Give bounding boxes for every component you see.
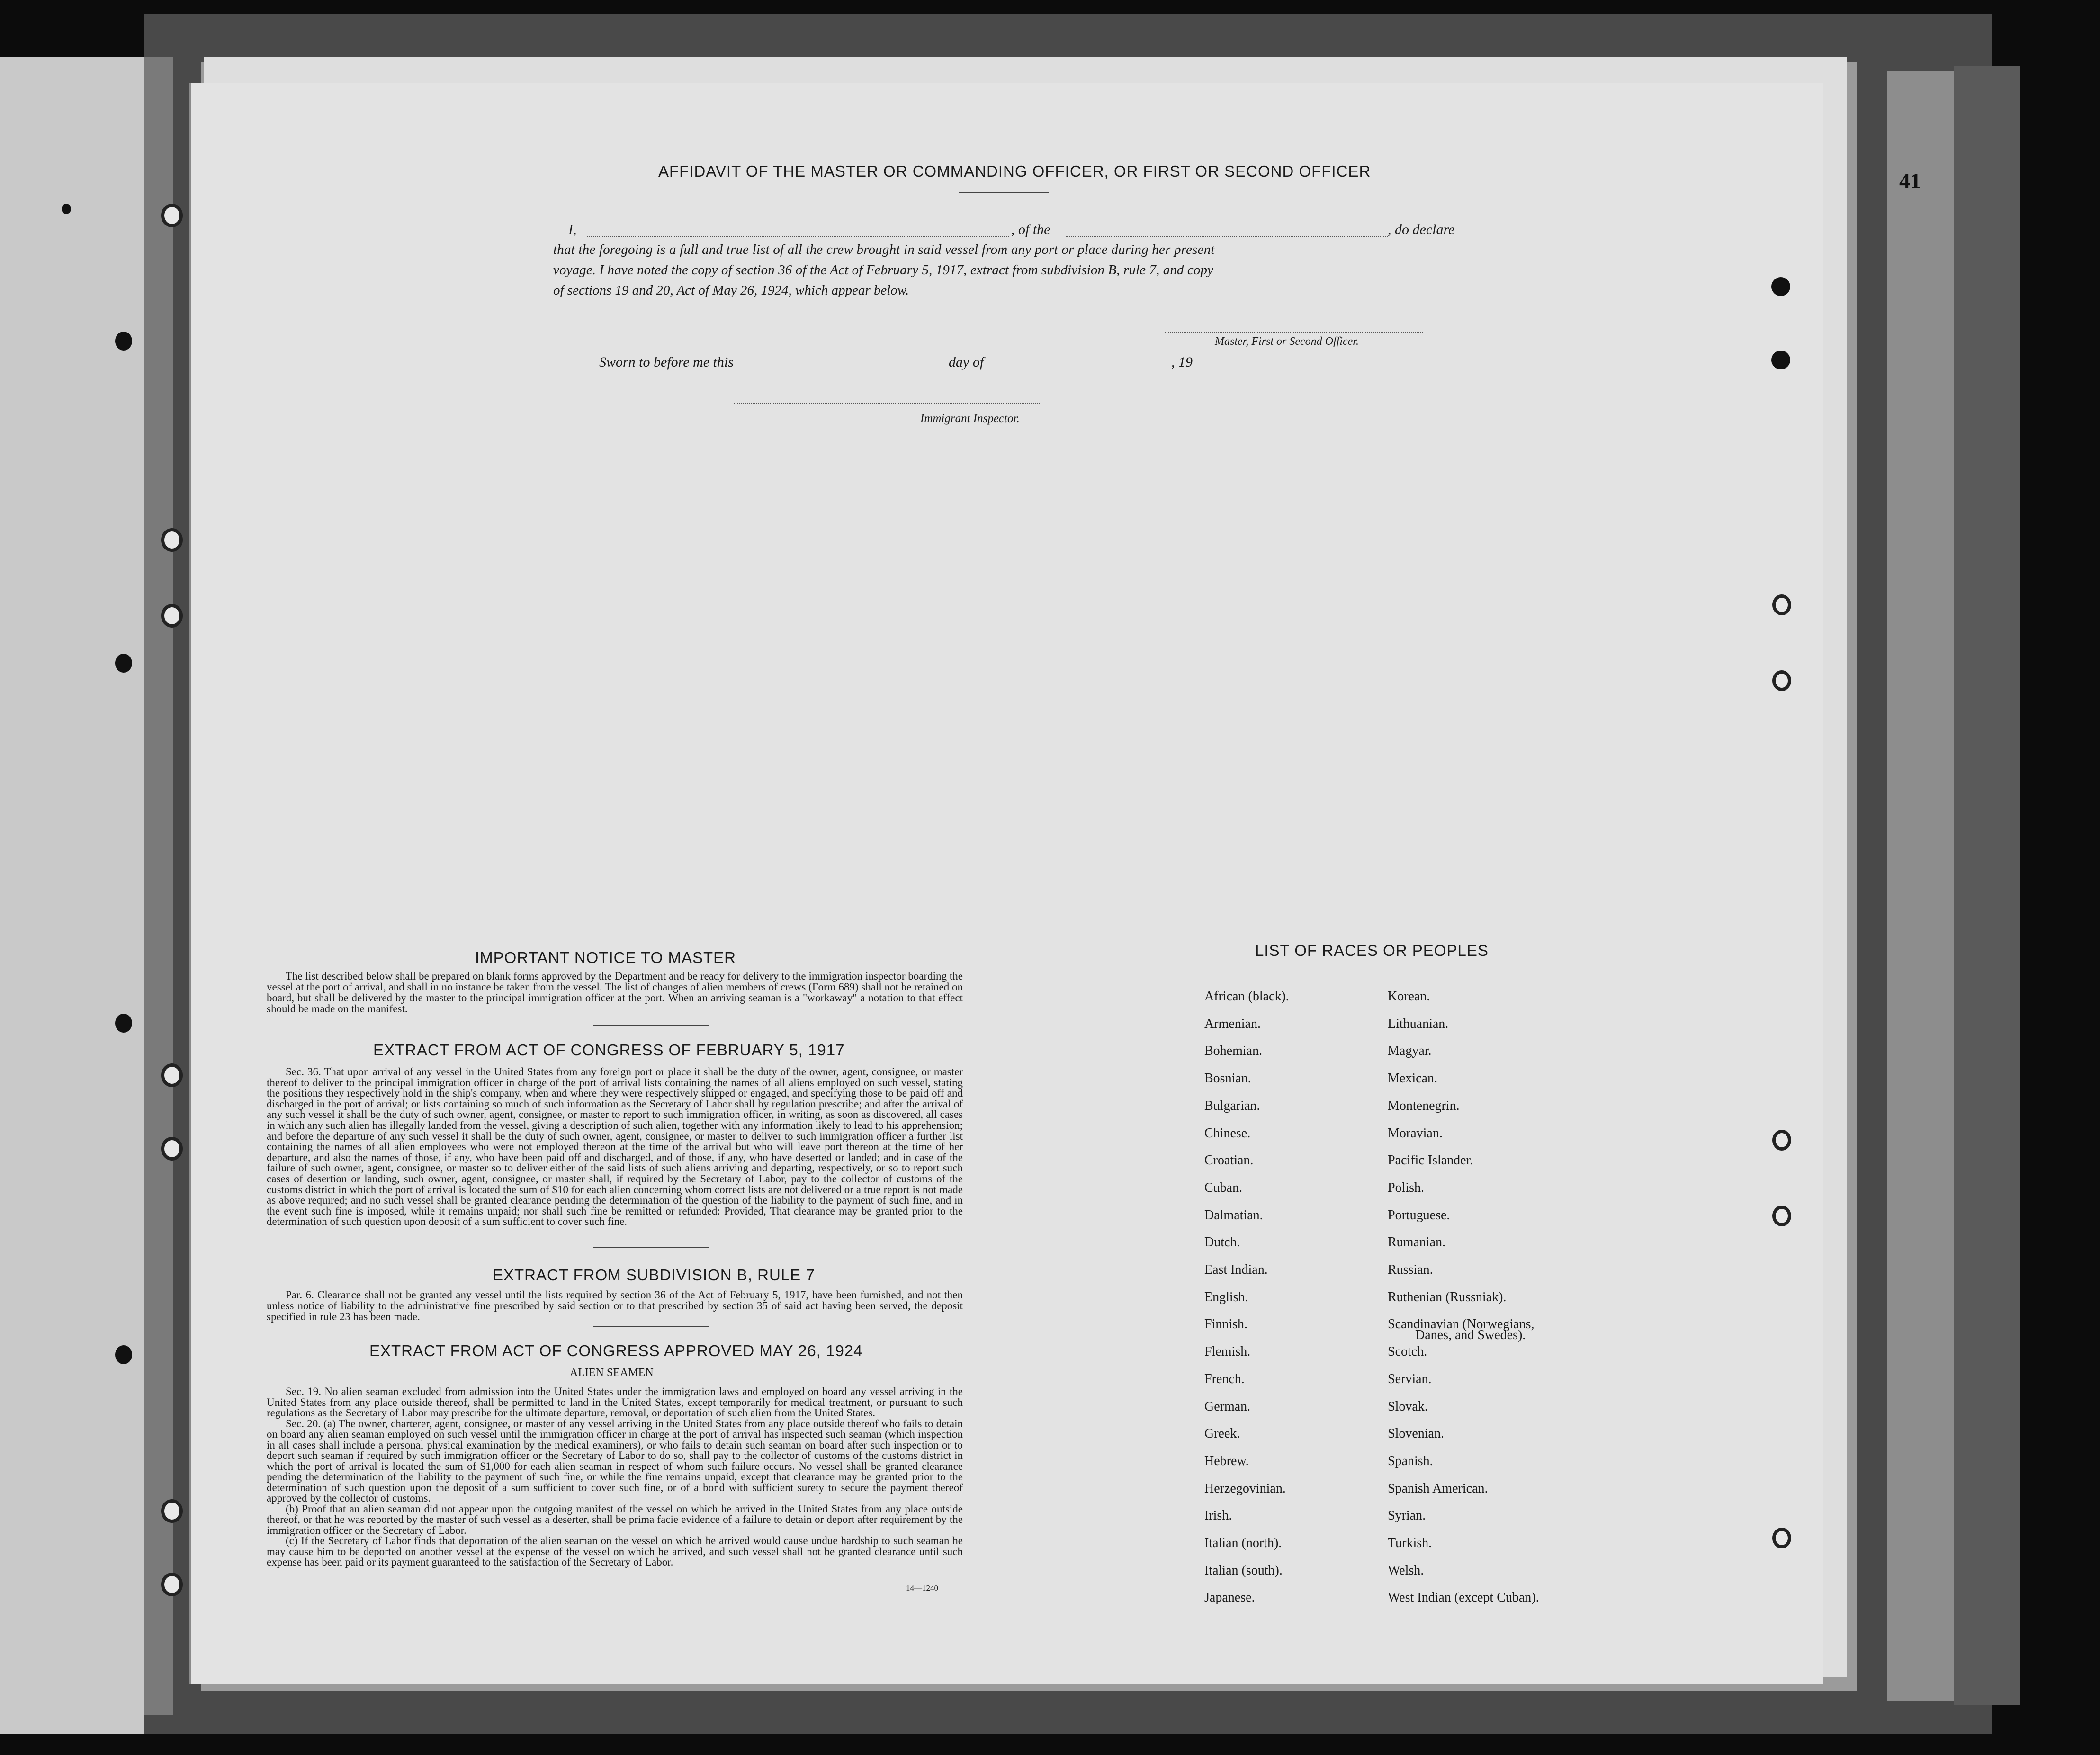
master-signature-line — [1165, 332, 1423, 333]
extract-1917-title: EXTRACT FROM ACT OF CONGRESS OF FEBRUARY 5, 1917 — [373, 1041, 845, 1059]
extract-rule7-text — [267, 1289, 963, 1322]
race-item: West Indian (except Cuban). — [1388, 1590, 1539, 1605]
race-item: Portuguese. — [1388, 1208, 1450, 1223]
sworn-prefix: Sworn to before me this — [599, 354, 734, 370]
affidavit-line1-prefix: I, — [568, 222, 577, 237]
notice-paragraph: The list described below shall be prepared on blank forms approved by the Department and be ready for delivery to the immigration inspector boarding the vessel at the port of arrival, and shall in no instance be taken from the vessel. The list of changes of alien members of crews (Form 689) shall not be retained on board, but shall be delivered by the master to the principal immigration officer at the port. When an arriving seaman is a "workaway" a notation to that effect should be made on the manifest. — [267, 970, 963, 1015]
race-item: German. — [1204, 1399, 1251, 1414]
extract-rule7-rule — [593, 1326, 709, 1327]
binder-left-edge — [0, 57, 144, 1734]
race-item: Syrian. — [1388, 1508, 1426, 1523]
right-binder-edge — [1954, 66, 2020, 1705]
affidavit-line1-end: , do declare — [1388, 222, 1455, 237]
race-item: Rumanian. — [1388, 1235, 1446, 1250]
extract-rule7-title: EXTRACT FROM SUBDIVISION B, RULE 7 — [493, 1266, 815, 1284]
section-20c-paragraph: (c) If the Secretary of Labor finds that deportation of the alien seaman on the vessel on which he arrived would cause undue hardship to such seaman he may cause him to be deported on another vessel at the expense of the vessel on which he arrived, and such vessel shall not be granted clearance until such expense has been paid or its payment guaranteed to the satisfaction of the Secretary of Labor. — [267, 1535, 963, 1568]
binder-ring-hole — [1772, 594, 1791, 615]
race-item: African (black). — [1204, 989, 1289, 1004]
race-item-scandinavian-cont: Danes, and Swedes). — [1415, 1328, 1526, 1342]
frame-number: 41 — [1899, 169, 1921, 193]
sworn-year: , 19 — [1171, 354, 1193, 370]
race-item: Armenian. — [1204, 1017, 1261, 1031]
race-item: Herzegovinian. — [1204, 1481, 1286, 1496]
master-signature-label: Master, First or Second Officer. — [1215, 335, 1359, 348]
section-20b-paragraph: (b) Proof that an alien seaman did not appear upon the outgoing manifest of the vessel on which he arrived in the United States from any place outside thereof, or that he was reported by the master of such vessel as a deserter, shall be prima facie evidence of a failure to detain or deport after requirement by the immigration officer or the Secretary of Labor. — [267, 1503, 963, 1536]
notice-title: IMPORTANT NOTICE TO MASTER — [475, 949, 736, 966]
affidavit-title-rule — [959, 192, 1049, 193]
race-item: Japanese. — [1204, 1590, 1255, 1605]
form-number: 14—1240 — [906, 1584, 938, 1593]
binder-left-strip — [144, 57, 173, 1715]
sworn-day-of: day of — [949, 354, 984, 370]
race-item: Slovak. — [1388, 1399, 1428, 1414]
race-item: Russian. — [1388, 1262, 1433, 1277]
binder-hole — [62, 204, 71, 214]
binder-ring-hole — [161, 1137, 183, 1161]
rule7-paragraph: Par. 6. Clearance shall not be granted any vessel until the lists required by section 36 of the Act of February 5, 1917, have been furnished, and not then unless notice of liability to the administrative fine prescribed by said section or to that prescribed by section 35 of said act having been served, the deposit specified in rule 23 has been made. — [267, 1289, 963, 1323]
binder-ring-hole — [161, 1063, 183, 1087]
affidavit-title: AFFIDAVIT OF THE MASTER OR COMMANDING OFFICER, OR FIRST OR SECOND OFFICER — [658, 162, 1371, 180]
race-item: Moravian. — [1388, 1126, 1443, 1141]
race-item: Lithuanian. — [1388, 1017, 1449, 1031]
race-item: Spanish. — [1388, 1454, 1433, 1468]
race-item: Mexican. — [1388, 1071, 1437, 1086]
binder-ring-hole — [161, 1573, 183, 1596]
binder-ring-hole — [1772, 670, 1791, 691]
race-item: French. — [1204, 1372, 1245, 1386]
declarant-name-line — [587, 236, 1009, 237]
extract-1924-title: EXTRACT FROM ACT OF CONGRESS APPROVED MAY 26, 1924 — [369, 1342, 863, 1359]
race-item: Cuban. — [1204, 1180, 1243, 1195]
race-item: Croatian. — [1204, 1153, 1254, 1168]
races-title: LIST OF RACES OR PEOPLES — [1255, 942, 1489, 959]
vessel-name-line — [1066, 236, 1388, 237]
binder-hole — [115, 1014, 132, 1033]
notice-text — [267, 971, 963, 1014]
inspector-label: Immigrant Inspector. — [920, 412, 1020, 425]
affidavit-line1-mid: , of the — [1011, 222, 1050, 237]
extract-1924-text — [267, 1386, 963, 1568]
race-item: Bulgarian. — [1204, 1098, 1260, 1113]
race-item: Turkish. — [1388, 1536, 1432, 1550]
binder-ring-hole — [161, 1499, 183, 1523]
race-item: Slovenian. — [1388, 1426, 1444, 1441]
inspector-signature-line — [734, 403, 1040, 404]
binder-hole — [115, 332, 132, 351]
affidavit-body-line3: voyage. I have noted the copy of section 36 of the Act of February 5, 1917, extract from subdivision B, rule 7, and copy — [553, 262, 1214, 278]
binder-ring-hole — [1772, 1528, 1791, 1548]
binder-ring-hole — [161, 528, 183, 552]
race-item: Polish. — [1388, 1180, 1425, 1195]
race-item: East Indian. — [1204, 1262, 1268, 1277]
binder-hole — [115, 1345, 132, 1364]
extract-1917-rule — [593, 1247, 709, 1248]
race-item: Chinese. — [1204, 1126, 1251, 1141]
race-item: Italian (south). — [1204, 1563, 1283, 1578]
affidavit-body-line2: that the foregoing is a full and true list of all the crew brought in said vessel from any port or place during her present — [553, 242, 1215, 257]
race-item: Pacific Islander. — [1388, 1153, 1473, 1168]
section-20a-paragraph: Sec. 20. (a) The owner, charterer, agent, consignee, or master of any vessel arriving in the United States from any place outside thereof who fails to detain on board any alien seaman employed on such vessel until the immigration officer in charge at the port of arrival has inspected such seaman (which inspection in all cases shall include a personal physical examination by the medical examiners), or who fails to detain such seaman on board after such inspection or to deport such seaman if required by such immigration officer or the Secretary of Labor to do so, shall pay to the collector of customs of the customs district in which the port of arrival is located the sum of $1,000 for each alien seaman in respect of whom such failure occurs. No vessel shall be granted clearance pending the determination of the liability to the payment of such fine, or while the fine remains unpaid, except that clearance may be granted prior to the determination of such question upon the deposit of a sum sufficient to cover such fine, or of a bond with sufficient surety to secure the payment thereof approved by the collector of customs. — [267, 1417, 963, 1504]
race-item: Scotch. — [1388, 1344, 1427, 1359]
binder-hole — [115, 654, 132, 673]
race-item: Welsh. — [1388, 1563, 1424, 1578]
race-item: Korean. — [1388, 989, 1430, 1004]
section-36-paragraph: Sec. 36. That upon arrival of any vessel in the United States from any foreign port or place it shall be the duty of the owner, agent, consignee, or master thereof to deliver to the principal immigration officer in charge of the port of arrival lists containing the names of all aliens employed on such vessel, stating the positions they respectively hold in the ship's company, when and where they were respectively shipped or engaged, and specifying those to be paid off and discharged in the port of arrival; or lists containing so much of such information as the Secretary of Labor shall by regulation prescribe; and after the arrival of any such vessel it shall be the duty of such owner, agent, consignee, or master to report to such immigration officer, in writing, as soon as discovered, all cases in which any such alien has illegally landed from the vessel, giving a description of such alien, together with any information likely to lead to his apprehension; and before the departure of any such vessel it shall be the duty of such owner, agent, consignee, or master to deliver to such immigration officer a further list containing the names of all alien employees who were not employed thereon at the time of the arrival but who will leave port thereon at the time of her departure, and also the names of those, if any, who have been paid off and discharged, and of those, if any, who have deserted or landed; and in case of the failure of such owner, agent, consignee, or master so to deliver either of the said lists of such aliens arriving and departing, respectively, or so to report such cases of desertion or landing, such owner, agent, consignee, or master shall, if required by the Secretary of Labor, pay to the collector of customs of the customs district in which the port of arrival is located the sum of $10 for each alien concerning whom correct lists are not delivered or a true report is not made as above required; and no such vessel shall be granted clearance pending the determination of the question of the liability to the payment of such fine, and in the event such fine is imposed, while it remains unpaid; nor shall such fine be remitted or refunded: Provided, That clearance may be granted prior to the determination of such question upon deposit of a sum sufficient to cover such fine. — [267, 1066, 963, 1228]
race-item: Bosnian. — [1204, 1071, 1251, 1086]
binder-ring-hole — [1772, 1206, 1791, 1226]
race-item: Montenegrin. — [1388, 1098, 1460, 1113]
race-item: Finnish. — [1204, 1317, 1248, 1332]
binder-ring-hole — [161, 604, 183, 628]
race-item: Dalmatian. — [1204, 1208, 1263, 1223]
binder-ring-hole — [161, 204, 183, 227]
race-item: Ruthenian (Russniak). — [1388, 1290, 1507, 1305]
race-item: Italian (north). — [1204, 1536, 1282, 1550]
race-item: Greek. — [1204, 1426, 1240, 1441]
race-item: Irish. — [1204, 1508, 1232, 1523]
extract-1917-text — [267, 1067, 963, 1227]
extract-1924-subtitle: ALIEN SEAMEN — [570, 1367, 654, 1379]
binder-hole — [1771, 277, 1790, 296]
race-item: Spanish American. — [1388, 1481, 1488, 1496]
affidavit-body-line4: of sections 19 and 20, Act of May 26, 1924, which appear below. — [553, 283, 909, 298]
race-item: Dutch. — [1204, 1235, 1240, 1250]
race-item: Magyar. — [1388, 1044, 1432, 1058]
race-item: English. — [1204, 1290, 1248, 1305]
race-item: Flemish. — [1204, 1344, 1251, 1359]
binder-ring-hole — [1772, 1130, 1791, 1151]
notice-rule — [593, 1025, 709, 1026]
race-item: Hebrew. — [1204, 1454, 1249, 1468]
race-item: Servian. — [1388, 1372, 1432, 1386]
page-edge-shadow — [189, 83, 191, 1684]
race-item: Bohemian. — [1204, 1044, 1263, 1058]
binder-hole — [1771, 351, 1790, 369]
section-19-paragraph: Sec. 19. No alien seaman excluded from admission into the United States under the immigration laws and employed on board any vessel arriving in the United States from any place outside thereof, shall be permitted to land in the United States, except temporarily for medical treatment, or pursuant to such regulations as the Secretary of Labor may prescribe for the ultimate departure, removal, or deportation of such alien from the United States. — [267, 1386, 963, 1419]
race-item: Scandinavian (Norwegians, — [1388, 1317, 1535, 1332]
right-page-edge — [1887, 71, 1954, 1701]
